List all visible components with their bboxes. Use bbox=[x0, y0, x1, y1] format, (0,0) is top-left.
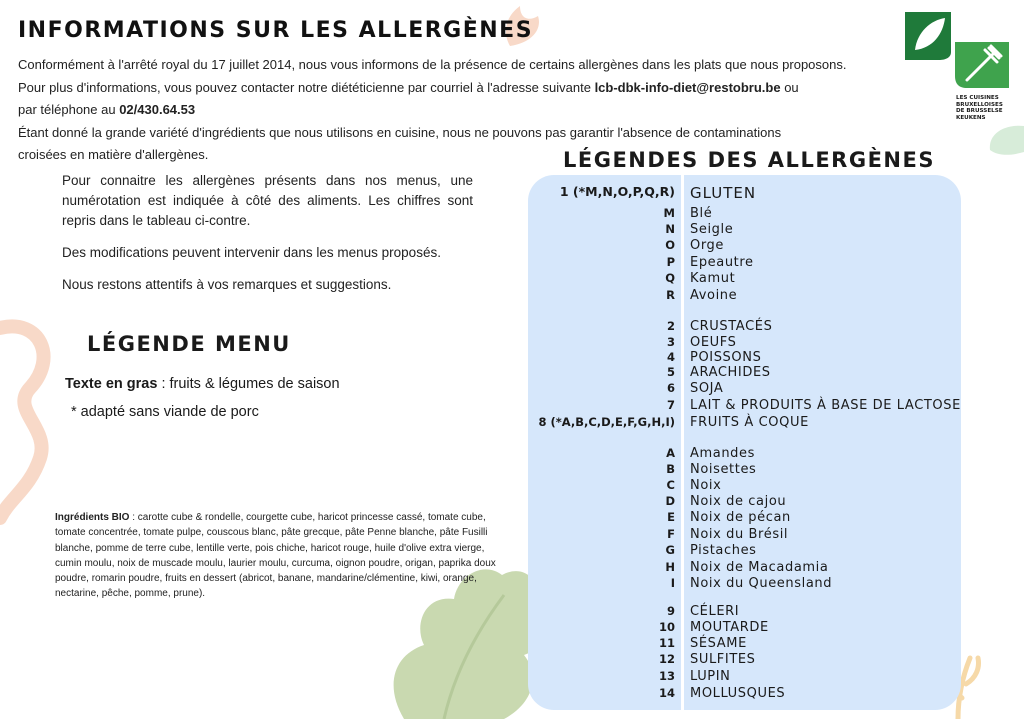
allergen-name: MOUTARDE bbox=[690, 620, 769, 635]
allergen-code: F bbox=[667, 527, 675, 541]
allergen-code: B bbox=[666, 462, 675, 476]
menu-legend-star-line: * adapté sans viande de porc bbox=[71, 404, 259, 420]
allergen-code: N bbox=[665, 222, 675, 236]
allergen-name: POISSONS bbox=[690, 350, 762, 365]
allergen-row bbox=[528, 319, 998, 335]
allergen-row bbox=[528, 494, 998, 510]
allergen-name: Pistaches bbox=[690, 543, 757, 558]
allergen-legend-title: LÉGENDES DES ALLERGÈNES bbox=[563, 148, 935, 172]
allergen-name: Orge bbox=[690, 238, 724, 253]
allergen-row bbox=[528, 365, 998, 381]
allergen-code: 13 bbox=[658, 669, 675, 683]
allergen-name: FRUITS À COQUE bbox=[690, 415, 809, 430]
allergen-code: Q bbox=[665, 271, 675, 285]
allergen-code: 14 bbox=[658, 686, 675, 700]
allergen-name: Kamut bbox=[690, 271, 736, 286]
allergen-row bbox=[528, 255, 998, 271]
allergen-row bbox=[528, 636, 998, 652]
allergen-code: 9 bbox=[666, 604, 675, 618]
bio-text: : carotte cube & rondelle, courgette cube, haricot princesse cassé, tomate cube, tomate concentrée, tomate pulpe, couscous blanc, pâte grecque, pâte Penne blanche, pâte Fusilli blanche, pomme de terre cube, lentille verte, pois chiche, haricot rouge, huile d'olive extra vierge, cumin moulu, noix de muscade moulu, laurier moulu, curcuma, oignon poudre, origan, paprika doux poudre, romarin poudre, fruits en dessert (abricot, banane, mandarine/clémentine, kiwi, orange, nectarine, pêche, pomme, prune). bbox=[55, 512, 496, 600]
allergen-code: 5 bbox=[666, 365, 675, 379]
allergen-row bbox=[528, 686, 998, 702]
allergen-code: R bbox=[666, 288, 675, 302]
allergen-name: LAIT & PRODUITS À BASE DE LACTOSE bbox=[690, 398, 961, 413]
allergen-code: C bbox=[666, 478, 675, 492]
allergen-name: LUPIN bbox=[690, 669, 731, 684]
contact-email[interactable]: lcb-dbk-info-diet@restobru.be bbox=[594, 79, 781, 95]
allergen-code: 3 bbox=[666, 335, 675, 349]
logo-line: BRUXELLOISES bbox=[956, 101, 1003, 108]
allergen-code: M bbox=[663, 206, 675, 220]
allergen-name: Noix de pécan bbox=[690, 510, 791, 525]
allergen-row bbox=[528, 184, 998, 200]
allergen-row bbox=[528, 335, 998, 351]
intro-line-2-suffix: ou bbox=[780, 79, 799, 95]
allergen-name: SOJA bbox=[690, 381, 724, 396]
allergen-name: MOLLUSQUES bbox=[690, 686, 786, 701]
menu-explanation bbox=[62, 171, 473, 307]
allergen-row bbox=[528, 527, 998, 543]
intro-line-1: Conformément à l'arrêté royal du 17 juillet 2014, nous vous informons de la présence de certains allergènes dans les plats que nous proposons. bbox=[18, 57, 847, 72]
contact-phone[interactable]: 02/430.64.53 bbox=[119, 102, 196, 117]
allergen-code: 10 bbox=[658, 620, 675, 634]
allergen-row bbox=[528, 446, 998, 462]
allergen-code: G bbox=[665, 543, 675, 557]
allergen-row bbox=[528, 206, 998, 222]
allergen-code: I bbox=[670, 576, 675, 590]
bio-ingredients bbox=[55, 510, 510, 602]
allergen-code: 2 bbox=[666, 319, 675, 333]
allergen-code: 6 bbox=[666, 381, 675, 395]
allergen-row bbox=[528, 288, 998, 304]
menu-legend-bold-label: Texte en gras bbox=[65, 376, 158, 392]
allergen-name: Noisettes bbox=[690, 462, 757, 477]
allergen-row bbox=[528, 576, 998, 592]
allergen-name: Amandes bbox=[690, 446, 755, 461]
allergen-code: 4 bbox=[666, 350, 675, 364]
allergen-name: OEUFS bbox=[690, 335, 737, 350]
allergen-row bbox=[528, 560, 998, 576]
allergen-row bbox=[528, 238, 998, 254]
cuisines-bruxelloises-logo-icon bbox=[905, 12, 1009, 92]
allergen-code: D bbox=[665, 494, 675, 508]
allergen-code: E bbox=[667, 510, 675, 524]
allergen-row bbox=[528, 620, 998, 636]
allergen-code: P bbox=[666, 255, 675, 269]
allergen-name: Epeautre bbox=[690, 255, 754, 270]
intro-line-5: croisées en matière d'allergènes. bbox=[18, 147, 209, 162]
allergen-name: SULFITES bbox=[690, 652, 756, 667]
allergen-row bbox=[528, 271, 998, 287]
allergen-row bbox=[528, 543, 998, 559]
allergen-row bbox=[528, 462, 998, 478]
allergen-name: CRUSTACÉS bbox=[690, 319, 773, 334]
allergen-code: H bbox=[665, 560, 675, 574]
menu-legend-bold-line bbox=[65, 376, 340, 392]
allergen-name: Noix de cajou bbox=[690, 494, 787, 509]
allergen-row bbox=[528, 222, 998, 238]
logo-text bbox=[956, 95, 1024, 121]
peach-swirl-decoration bbox=[0, 318, 70, 528]
allergen-row bbox=[528, 381, 998, 397]
allergen-code: 8 (*A,B,C,D,E,F,G,H,I) bbox=[538, 415, 675, 429]
allergen-name: Seigle bbox=[690, 222, 734, 237]
allergen-name: CÉLERI bbox=[690, 604, 740, 619]
allergen-name: Noix de Macadamia bbox=[690, 560, 829, 575]
allergen-code: O bbox=[665, 238, 675, 252]
logo-line: KEUKENS bbox=[956, 114, 986, 121]
menu-legend-bold-desc: : fruits & légumes de saison bbox=[157, 376, 340, 392]
allergen-name: Noix bbox=[690, 478, 722, 493]
logo-line: LES CUISINES bbox=[956, 95, 999, 101]
allergen-code: A bbox=[666, 446, 675, 460]
intro-line-3: par téléphone au bbox=[18, 102, 120, 117]
allergen-name: Avoine bbox=[690, 288, 738, 303]
allergen-code: 11 bbox=[658, 636, 675, 650]
allergen-row bbox=[528, 350, 998, 366]
intro-line-4: Étant donné la grande variété d'ingrédients que nous utilisons en cuisine, nous ne pouvons pas garantir l'absence de contaminations bbox=[18, 124, 782, 140]
allergen-row bbox=[528, 669, 998, 685]
allergen-row bbox=[528, 604, 998, 620]
allergen-row bbox=[528, 478, 998, 494]
explanation-paragraph-2: Des modifications peuvent intervenir dans les menus proposés. bbox=[62, 245, 441, 260]
explanation-paragraph-1: Pour connaitre les allergènes présents dans nos menus, une numérotation est indiquée à côté des aliments. Les chiffres sont repris dans le tableau ci-contre. bbox=[62, 173, 473, 228]
logo-line: DE BRUSSELSE bbox=[956, 108, 1003, 115]
page-title: INFORMATIONS SUR LES ALLERGÈNES bbox=[18, 18, 534, 43]
allergen-row bbox=[528, 398, 998, 414]
allergen-name: SÉSAME bbox=[690, 636, 747, 651]
allergen-row bbox=[528, 415, 998, 431]
allergen-name: GLUTEN bbox=[690, 184, 757, 202]
allergen-code: 1 (*M,N,O,P,Q,R) bbox=[559, 184, 675, 199]
explanation-paragraph-3: Nous restons attentifs à vos remarques et suggestions. bbox=[62, 277, 392, 292]
menu-legend-title: LÉGENDE MENU bbox=[87, 332, 291, 356]
allergen-name: Blé bbox=[690, 206, 713, 221]
mint-leaf-decoration bbox=[986, 120, 1024, 156]
allergen-name: Noix du Brésil bbox=[690, 527, 789, 542]
allergen-code: 12 bbox=[658, 652, 675, 666]
bio-label: Ingrédients BIO bbox=[55, 512, 130, 523]
allergen-row bbox=[528, 510, 998, 526]
allergen-name: ARACHIDES bbox=[690, 365, 771, 380]
allergen-code: 7 bbox=[666, 398, 675, 412]
allergen-row bbox=[528, 652, 998, 668]
allergen-name: Noix du Queensland bbox=[690, 576, 833, 591]
intro-line-2: Pour plus d'informations, vous pouvez contacter notre diététicienne par courriel à l'adresse suivante bbox=[18, 79, 595, 95]
